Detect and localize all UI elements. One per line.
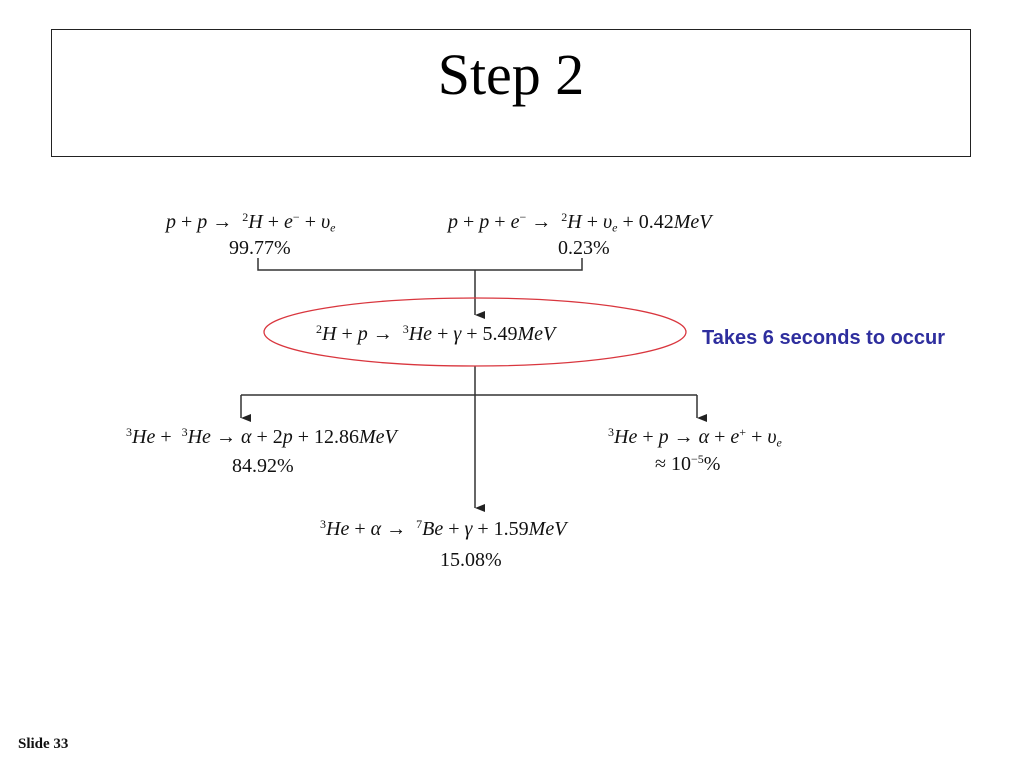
- reaction-he3-he3: $^3$He + $^3$He → α + 2p + 12.86MeV: [126, 424, 397, 448]
- branch-pp: 99.77%: [229, 237, 291, 259]
- reaction-hep: $^3He + p \to \alpha + e^+ + \upsilon_e$: [608, 424, 782, 450]
- reaction-pep: $p + p + e^- \to ^2H + \upsilon_e + 0.42MeV$: [448, 209, 712, 235]
- slide-number: Slide 33: [18, 736, 69, 752]
- branch-pep: 0.23%: [558, 237, 610, 259]
- branch-he3-alpha: 15.08%: [440, 549, 502, 571]
- branch-hep: ≈ $10^{-5}\%$: [655, 451, 721, 475]
- reaction-he3-alpha: $^3$He + α → $^7$Be + γ + 1.59MeV: [320, 516, 567, 540]
- reaction-pp: $p + p \to ^2H + e^- + \upsilon_e$: [166, 209, 336, 235]
- branch-he3-he3: 84.92%: [232, 455, 294, 477]
- merge-bracket: [258, 258, 582, 270]
- slide-title: Step 2: [437, 42, 585, 107]
- duration-annotation: Takes 6 seconds to occur: [702, 327, 946, 349]
- reaction-deuterium-capture: $^2$H + p → $^3$He + γ + 5.49MeV: [316, 321, 556, 345]
